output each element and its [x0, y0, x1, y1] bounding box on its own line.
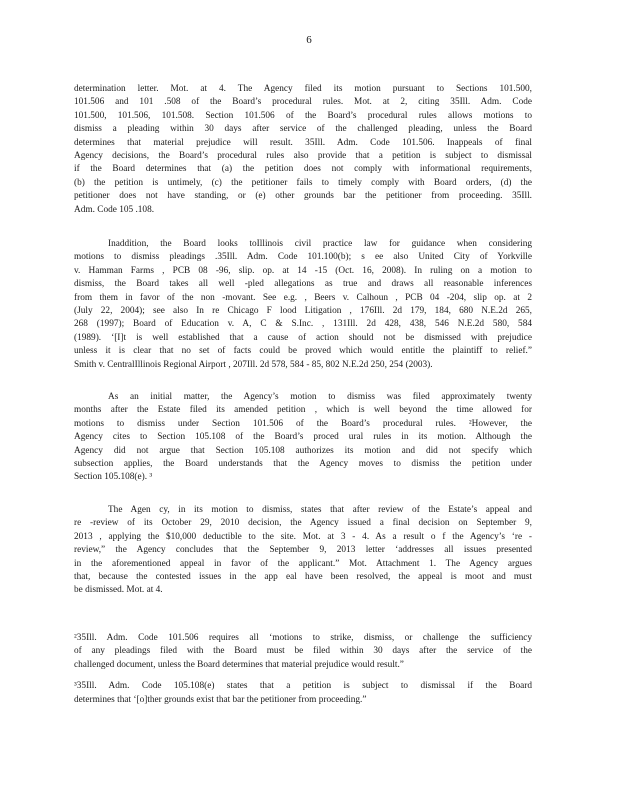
text-line: in the aforementioned appeal in favor of the applicant.” Mot. Attachment 1. The Agency argues — [74, 558, 532, 569]
text-line: review,” the Agency concludes that the September 9, 2013 letter ‘addresses all issues presented — [74, 545, 532, 556]
text-line: from them in favor of the non -movant. See e.g. , Beers v. Calhoun , PCB 04 -204, slip op. at 2 — [74, 292, 532, 303]
footnote-2 — [74, 632, 532, 672]
text-line: dismiss, the Board takes all well -pled allegations as true and draws all reasonable inferences — [74, 279, 532, 290]
text-line: (1989). ‘[I]t is well established that a cause of action should not be dismissed with prejudice — [74, 332, 532, 343]
paragraph-2 — [74, 238, 532, 372]
text-line: As an initial matter, the Agency’s motion to dismiss was filed approximately twenty — [108, 392, 532, 402]
text-line: 2013 , applying the $10,000 deductible to the site. Mot. at 3 - 4. As a result o f the Agency’s ‘re - — [74, 531, 532, 542]
page-number: 6 — [306, 34, 312, 46]
text-line: re -review of its October 29, 2010 decision, the Agency issued a final decision on September 9, — [74, 518, 532, 529]
paragraph-1 — [74, 83, 532, 217]
text-line: ²35Ill. Adm. Code 101.506 requires all ‘motions to strike, dismiss, or challenge the sufficiency — [74, 633, 532, 643]
text-line: (July 22, 2004); see also In re Chicago F lood Litigation , 176Ill. 2d 179, 184, 680 N.E.2d 265, — [74, 306, 532, 317]
text-line: motions to dismiss under Section 101.506 of the Board’s procedural rules. ²However, the — [74, 418, 532, 429]
paragraph-3 — [74, 391, 532, 485]
text-line: that, because the contested issues in the app eal have been resolved, the appeal is moot and must — [74, 572, 532, 583]
text-line: Agency cites to Section 105.108 of the Board’s proced ural rules in its motion. Although the — [74, 432, 532, 443]
text-line: Adm. Code 105 .108. — [74, 204, 155, 215]
text-line: 101.500, 101.506, 101.508. Section 101.506 of the Board’s procedural rules allows motions to — [74, 110, 532, 121]
paragraph-4 — [74, 504, 532, 598]
footnote-3 — [74, 680, 532, 707]
text-line: Inaddition, the Board looks toIllinois civil practice law for guidance when considering — [108, 239, 532, 249]
text-line: Agency decisions, the Board’s procedural rules also provide that a petition is subject to dismissal — [74, 151, 532, 162]
text-line: determines that ‘[o]ther grounds exist that bar the petitioner from proceeding.” — [74, 694, 367, 705]
text-line: v. Hamman Farms , PCB 08 -96, slip. op. at 14 -15 (Oct. 16, 2008). In ruling on a motion to — [74, 265, 532, 276]
text-line: determination letter. Mot. at 4. The Agency filed its motion pursuant to Sections 101.500, — [74, 84, 532, 94]
text-line: The Agen cy, in its motion to dismiss, states that after review of the Estate’s appeal and — [108, 505, 532, 515]
text-line: 268 (1997); Board of Education v. A, C & S.Inc. , 131Ill. 2d 428, 438, 546 N.E.2d 580, 584 — [74, 319, 532, 330]
footnotes — [74, 632, 532, 715]
text-line: ³35Ill. Adm. Code 105.108(e) states that a petition is subject to dismissal if the Board — [74, 681, 532, 692]
text-line: motions to dismiss pleadings .35Ill. Adm. Code 101.100(b); s ee also United City of Yorkville — [74, 252, 532, 263]
text-line: (b) the petition is untimely, (c) the petitioner fails to timely comply with Board orders, (d) the — [74, 177, 532, 188]
text-line: dismiss a pleading within 30 days after service of the challenged pleading, unless the Board — [74, 124, 532, 135]
text-line: Agency did not argue that Section 105.108 authorizes its motion and did not specify which — [74, 445, 532, 456]
text-line: subsection applies, the Board understands that the Agency moves to dismiss the petition under — [74, 459, 532, 470]
text-line: if the Board determines that (a) the petition does not comply with informational requirements, — [74, 164, 532, 175]
text-line: determines that material prejudice will result. 35Ill. Adm. Code 101.506. Inappeals of final — [74, 137, 532, 148]
text-line: 101.506 and 101 .508 of the Board’s procedural rules. Mot. at 2, citing 35Ill. Adm. Code — [74, 97, 532, 108]
text-line: be dismissed. Mot. at 4. — [74, 585, 163, 596]
text-line: months after the Estate filed its amended petition , which is well beyond the time allowed for — [74, 405, 532, 416]
text-line: of any pleadings filed with the Board must be filed within 30 days after the service of the — [74, 646, 532, 657]
text-line: Smith v. CentralIllinois Regional Airport , 207Ill. 2d 578, 584 - 85, 802 N.E.2d 250, 254 (2003). — [74, 359, 433, 370]
text-line: petitioner does not have standing, or (e) other grounds bar the petitioner from proceeding. 35Ill. — [74, 191, 532, 202]
text-line: Section 105.108(e). ³ — [74, 472, 153, 483]
text-line: unless it is clear that no set of facts could be proved which would entitle the plaintiff to relief.” — [74, 346, 532, 357]
text-line: challenged document, unless the Board determines that material prejudice would result.” — [74, 659, 404, 670]
